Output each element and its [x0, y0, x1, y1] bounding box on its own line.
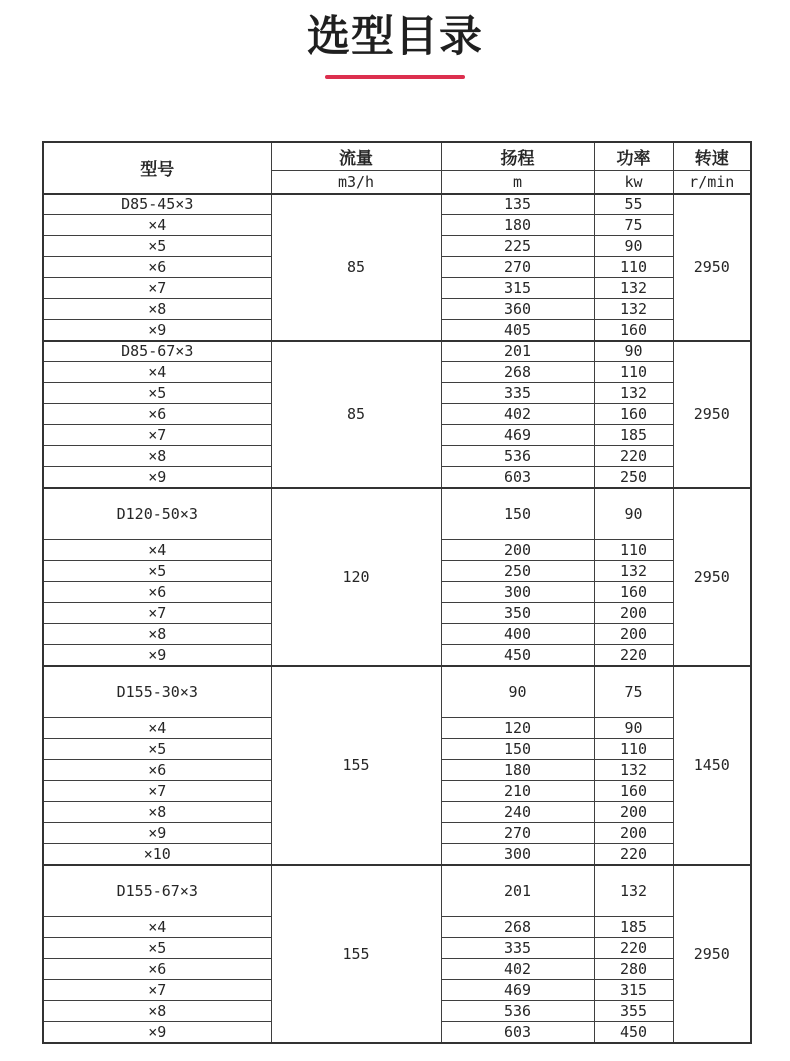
table-row — [43, 194, 751, 215]
model-cell: ×8 — [43, 446, 271, 467]
power-cell: 280 — [594, 959, 673, 980]
head-cell: 268 — [441, 362, 594, 383]
header-power-unit: kw — [594, 171, 673, 194]
head-cell: 270 — [441, 257, 594, 278]
flow-cell: 85 — [271, 341, 441, 488]
model-cell: ×7 — [43, 425, 271, 446]
head-cell: 402 — [441, 959, 594, 980]
power-cell: 220 — [594, 446, 673, 467]
model-cell: ×9 — [43, 467, 271, 488]
power-cell: 75 — [594, 215, 673, 236]
model-cell: ×7 — [43, 781, 271, 802]
model-cell: ×9 — [43, 320, 271, 341]
model-cell: ×6 — [43, 257, 271, 278]
power-cell: 90 — [594, 718, 673, 739]
model-cell: ×7 — [43, 603, 271, 624]
power-cell: 220 — [594, 844, 673, 865]
model-cell: D85-45×3 — [43, 194, 271, 215]
model-cell: D85-67×3 — [43, 341, 271, 362]
header-head: 扬程 — [441, 142, 594, 171]
header-head-unit: m — [441, 171, 594, 194]
model-cell: ×4 — [43, 917, 271, 938]
model-cell: ×9 — [43, 645, 271, 666]
head-cell: 150 — [441, 739, 594, 760]
model-cell: D120-50×3 — [43, 488, 271, 540]
power-cell: 185 — [594, 917, 673, 938]
head-cell: 150 — [441, 488, 594, 540]
power-cell: 132 — [594, 760, 673, 781]
power-cell: 110 — [594, 739, 673, 760]
power-cell: 132 — [594, 865, 673, 917]
power-cell: 250 — [594, 467, 673, 488]
head-cell: 240 — [441, 802, 594, 823]
head-cell: 201 — [441, 865, 594, 917]
model-cell: ×7 — [43, 278, 271, 299]
head-cell: 350 — [441, 603, 594, 624]
power-cell: 220 — [594, 645, 673, 666]
head-cell: 536 — [441, 446, 594, 467]
model-cell: D155-30×3 — [43, 666, 271, 718]
power-cell: 200 — [594, 603, 673, 624]
power-cell: 110 — [594, 362, 673, 383]
head-cell: 225 — [441, 236, 594, 257]
head-cell: 180 — [441, 760, 594, 781]
power-cell: 160 — [594, 320, 673, 341]
table-row — [43, 341, 751, 362]
head-cell: 400 — [441, 624, 594, 645]
head-cell: 90 — [441, 666, 594, 718]
head-cell: 250 — [441, 561, 594, 582]
power-cell: 55 — [594, 194, 673, 215]
power-cell: 315 — [594, 980, 673, 1001]
power-cell: 110 — [594, 540, 673, 561]
head-cell: 268 — [441, 917, 594, 938]
model-cell: ×4 — [43, 540, 271, 561]
model-cell: ×4 — [43, 718, 271, 739]
flow-cell: 120 — [271, 488, 441, 666]
model-cell: ×8 — [43, 1001, 271, 1022]
power-cell: 110 — [594, 257, 673, 278]
head-cell: 300 — [441, 582, 594, 603]
model-cell: ×6 — [43, 959, 271, 980]
flow-cell: 85 — [271, 194, 441, 341]
power-cell: 132 — [594, 278, 673, 299]
model-cell: ×9 — [43, 1022, 271, 1043]
header-row-main — [43, 142, 751, 171]
head-cell: 210 — [441, 781, 594, 802]
page-title: 选型目录 — [307, 12, 483, 62]
speed-cell: 1450 — [673, 666, 751, 865]
power-cell: 132 — [594, 299, 673, 320]
flow-cell: 155 — [271, 666, 441, 865]
power-cell: 160 — [594, 582, 673, 603]
model-cell: ×9 — [43, 823, 271, 844]
power-cell: 200 — [594, 624, 673, 645]
model-cell: ×6 — [43, 404, 271, 425]
speed-cell: 2950 — [673, 488, 751, 666]
power-cell: 450 — [594, 1022, 673, 1043]
model-cell: ×8 — [43, 802, 271, 823]
table-row — [43, 488, 751, 540]
head-cell: 200 — [441, 540, 594, 561]
power-cell: 355 — [594, 1001, 673, 1022]
catalog-table-body — [43, 194, 751, 1043]
table-row — [43, 666, 751, 718]
model-cell: ×5 — [43, 383, 271, 404]
power-cell: 200 — [594, 823, 673, 844]
model-cell: ×8 — [43, 299, 271, 320]
head-cell: 469 — [441, 980, 594, 1001]
title-underline — [325, 75, 465, 79]
header-power: 功率 — [594, 142, 673, 171]
model-cell: ×10 — [43, 844, 271, 865]
table-header — [43, 142, 751, 194]
header-model: 型号 — [43, 142, 271, 194]
head-cell: 335 — [441, 383, 594, 404]
head-cell: 335 — [441, 938, 594, 959]
head-cell: 180 — [441, 215, 594, 236]
power-cell: 185 — [594, 425, 673, 446]
model-cell: ×5 — [43, 561, 271, 582]
head-cell: 120 — [441, 718, 594, 739]
speed-cell: 2950 — [673, 865, 751, 1043]
head-cell: 201 — [441, 341, 594, 362]
power-cell: 90 — [594, 488, 673, 540]
model-cell: ×5 — [43, 236, 271, 257]
head-cell: 536 — [441, 1001, 594, 1022]
power-cell: 90 — [594, 236, 673, 257]
selection-catalog-table — [42, 141, 752, 1044]
power-cell: 200 — [594, 802, 673, 823]
speed-cell: 2950 — [673, 194, 751, 341]
power-cell: 132 — [594, 561, 673, 582]
header-speed-unit: r/min — [673, 171, 751, 194]
model-cell: ×7 — [43, 980, 271, 1001]
model-cell: ×6 — [43, 582, 271, 603]
head-cell: 135 — [441, 194, 594, 215]
power-cell: 160 — [594, 781, 673, 802]
model-cell: ×6 — [43, 760, 271, 781]
head-cell: 603 — [441, 1022, 594, 1043]
power-cell: 160 — [594, 404, 673, 425]
model-cell: ×5 — [43, 739, 271, 760]
speed-cell: 2950 — [673, 341, 751, 488]
head-cell: 315 — [441, 278, 594, 299]
head-cell: 450 — [441, 645, 594, 666]
model-cell: D155-67×3 — [43, 865, 271, 917]
head-cell: 360 — [441, 299, 594, 320]
table-row — [43, 865, 751, 917]
head-cell: 405 — [441, 320, 594, 341]
head-cell: 402 — [441, 404, 594, 425]
header-flow: 流量 — [271, 142, 441, 171]
power-cell: 220 — [594, 938, 673, 959]
model-cell: ×5 — [43, 938, 271, 959]
header-flow-unit: m3/h — [271, 171, 441, 194]
model-cell: ×4 — [43, 362, 271, 383]
flow-cell: 155 — [271, 865, 441, 1043]
head-cell: 270 — [441, 823, 594, 844]
power-cell: 75 — [594, 666, 673, 718]
header-speed: 转速 — [673, 142, 751, 171]
model-cell: ×4 — [43, 215, 271, 236]
head-cell: 300 — [441, 844, 594, 865]
head-cell: 603 — [441, 467, 594, 488]
head-cell: 469 — [441, 425, 594, 446]
power-cell: 132 — [594, 383, 673, 404]
power-cell: 90 — [594, 341, 673, 362]
model-cell: ×8 — [43, 624, 271, 645]
